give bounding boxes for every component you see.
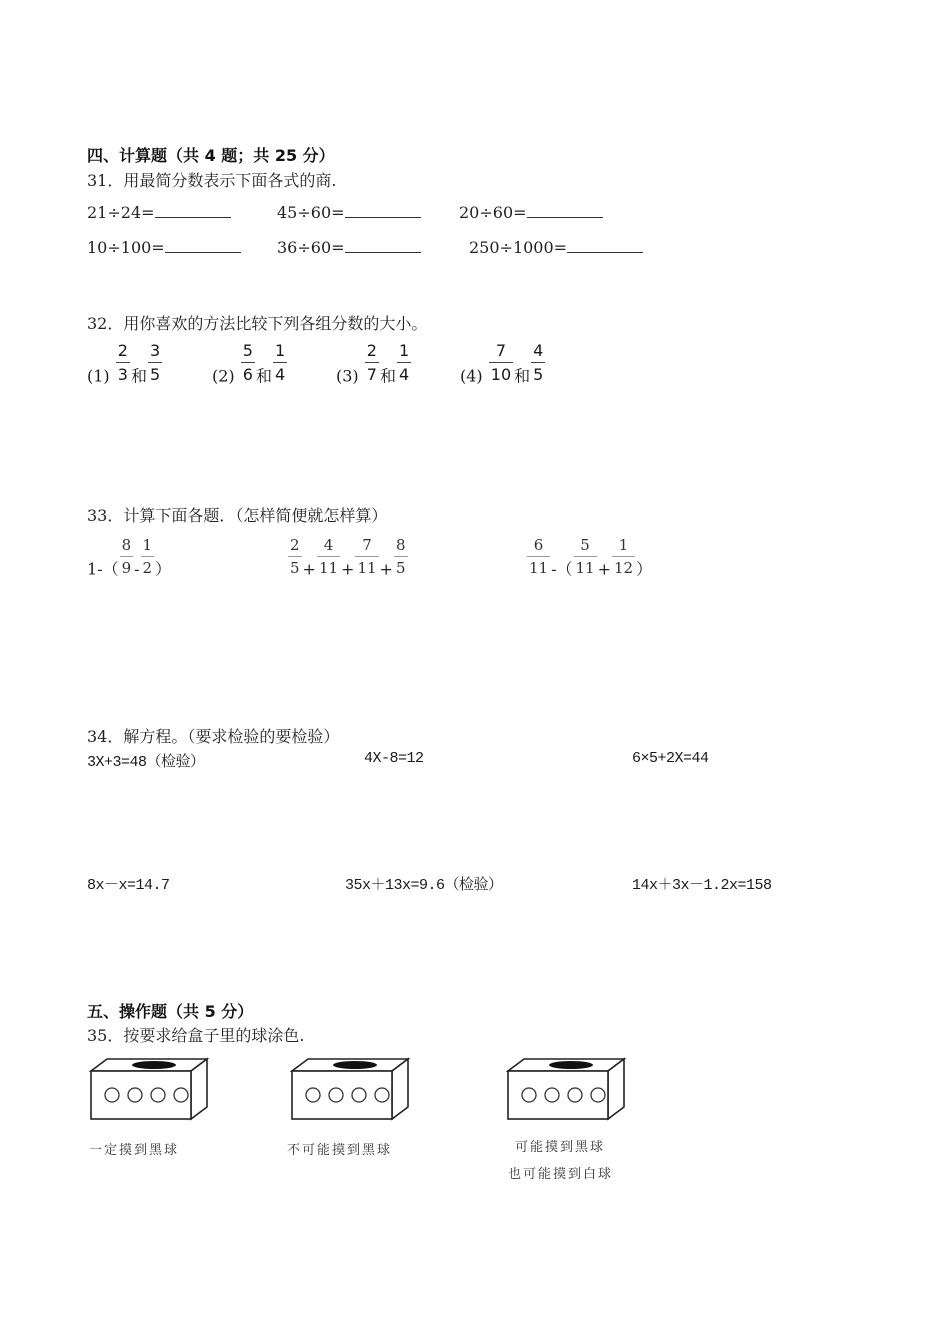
q31-expr: 36÷60= <box>277 238 345 257</box>
fraction-numerator: 1 <box>612 538 635 557</box>
expr-text: ） <box>155 559 172 579</box>
operator: + <box>379 559 393 579</box>
fraction-denominator: 4 <box>398 365 410 384</box>
item-label: (2) <box>212 366 235 386</box>
equation-6: 14x＋3x－1.2x=158 <box>632 877 772 894</box>
equation-1: 3X+3=48（检验） <box>87 754 205 771</box>
fraction-denominator: 5 <box>149 365 161 384</box>
fraction-denominator: 11 <box>529 559 549 577</box>
fraction-numerator: 8 <box>120 538 134 557</box>
fraction-denominator: 4 <box>274 365 286 384</box>
box-2-caption: 不可能摸到黑球 <box>287 1143 393 1158</box>
fraction-numerator: 8 <box>394 538 408 557</box>
q31-item-2 <box>277 203 421 222</box>
connector: 和 <box>514 366 531 386</box>
q32-item-4 <box>460 343 546 387</box>
fraction-numerator: 2 <box>288 538 302 557</box>
question-33-prompt: 33．计算下面各题．（怎样简便就怎样算） <box>87 506 388 525</box>
answer-blank[interactable] <box>567 238 643 253</box>
question-31-prompt: 31．用最简分数表示下面各式的商. <box>87 171 337 190</box>
q31-expr: 10÷100= <box>87 238 165 257</box>
expr-text: ） <box>636 559 653 579</box>
box-1-caption: 一定摸到黑球 <box>89 1143 180 1158</box>
ball-box-1 <box>88 1057 212 1125</box>
fraction-denominator: 11 <box>318 559 339 577</box>
q33-expression-3 <box>526 538 652 580</box>
connector: 和 <box>130 366 147 386</box>
fraction-numerator: 2 <box>365 343 379 363</box>
fraction-numerator: 2 <box>116 343 130 363</box>
expr-text: -（ <box>551 559 573 579</box>
fraction-numerator: 3 <box>148 343 162 363</box>
equation-3: 6×5+2X=44 <box>632 750 709 767</box>
item-label: (1) <box>87 366 110 386</box>
fraction-numerator: 5 <box>574 538 597 557</box>
question-35-prompt: 35．按要求给盒子里的球涂色. <box>87 1026 305 1045</box>
item-label: (4) <box>460 366 483 386</box>
fraction-denominator: 6 <box>242 365 253 384</box>
ball-icon <box>128 1088 142 1102</box>
section-5-title: 五、操作题（共 5 分） <box>87 1002 254 1021</box>
answer-blank[interactable] <box>165 238 241 253</box>
fraction-denominator: 5 <box>395 559 406 577</box>
q31-item-6 <box>469 238 643 257</box>
item-label: (3) <box>336 366 359 386</box>
equation-5: 35x＋13x=9.6（检验） <box>345 877 503 894</box>
ball-icon <box>329 1088 343 1102</box>
ball-icon <box>568 1088 582 1102</box>
q31-item-4 <box>87 238 241 257</box>
ball-icon <box>306 1088 320 1102</box>
fraction-numerator: 1 <box>397 343 411 363</box>
q33-expression-1 <box>87 538 171 580</box>
expr-text: 1-（ <box>87 559 119 579</box>
operator: + <box>597 559 612 579</box>
q31-expr: 21÷24= <box>87 203 155 222</box>
fraction-numerator: 4 <box>531 343 545 363</box>
ball-icon <box>375 1088 389 1102</box>
fraction-denominator: 11 <box>357 559 377 577</box>
answer-blank[interactable] <box>527 203 603 218</box>
black-slot-icon <box>333 1061 377 1069</box>
ball-icon <box>591 1088 605 1102</box>
q32-item-3 <box>336 343 412 387</box>
q31-expr: 250÷1000= <box>469 238 568 257</box>
fraction-denominator: 5 <box>533 365 544 384</box>
ball-icon <box>105 1088 119 1102</box>
fraction-denominator: 9 <box>121 559 132 577</box>
black-slot-icon <box>549 1061 593 1069</box>
ball-icon <box>151 1088 165 1102</box>
ball-icon <box>522 1088 536 1102</box>
box-3-caption-line-1: 可能摸到黑球 <box>515 1140 606 1155</box>
equation-4: 8x－x=14.7 <box>87 877 170 894</box>
fraction-denominator: 11 <box>575 559 595 577</box>
fraction-numerator: 1 <box>273 343 287 363</box>
equation-2: 4X-8=12 <box>364 750 424 767</box>
q31-item-1 <box>87 203 231 222</box>
connector: 和 <box>379 366 396 386</box>
fraction-denominator: 7 <box>366 365 377 384</box>
ball-box-2 <box>289 1057 413 1125</box>
fraction-denominator: 2 <box>142 559 153 577</box>
fraction-denominator: 10 <box>490 365 512 384</box>
q31-expr: 20÷60= <box>459 203 527 222</box>
ball-box-3 <box>505 1057 629 1125</box>
connector: 和 <box>255 366 272 386</box>
fraction-numerator: 1 <box>141 538 155 557</box>
q32-item-2 <box>212 343 288 387</box>
fraction-numerator: 5 <box>241 343 255 363</box>
black-slot-icon <box>132 1061 176 1069</box>
q31-expr: 45÷60= <box>277 203 345 222</box>
box-3-caption-line-2: 也可能摸到白球 <box>508 1167 614 1182</box>
fraction-denominator: 5 <box>290 559 300 577</box>
ball-icon <box>545 1088 559 1102</box>
answer-blank[interactable] <box>345 238 421 253</box>
answer-blank[interactable] <box>345 203 421 218</box>
question-32-prompt: 32．用你喜欢的方法比较下列各组分数的大小。 <box>87 314 428 333</box>
fraction-numerator: 7 <box>489 343 513 363</box>
q32-item-1 <box>87 343 163 387</box>
q31-item-5 <box>277 238 421 257</box>
fraction-numerator: 4 <box>317 538 340 557</box>
fraction-numerator: 7 <box>355 538 378 557</box>
fraction-denominator: 3 <box>117 365 128 384</box>
operator: + <box>302 559 316 579</box>
ball-icon <box>174 1088 188 1102</box>
section-4-title: 四、计算题（共 4 题；共 25 分） <box>87 146 335 165</box>
operator: + <box>341 559 355 579</box>
ball-icon <box>352 1088 366 1102</box>
fraction-denominator: 12 <box>614 559 634 577</box>
q33-expression-2 <box>287 538 409 579</box>
answer-blank[interactable] <box>155 203 231 218</box>
q31-item-3 <box>459 203 603 222</box>
question-34-prompt: 34．解方程。（要求检验的要检验） <box>87 727 340 746</box>
fraction-numerator: 6 <box>527 538 550 557</box>
operator: - <box>134 559 140 579</box>
